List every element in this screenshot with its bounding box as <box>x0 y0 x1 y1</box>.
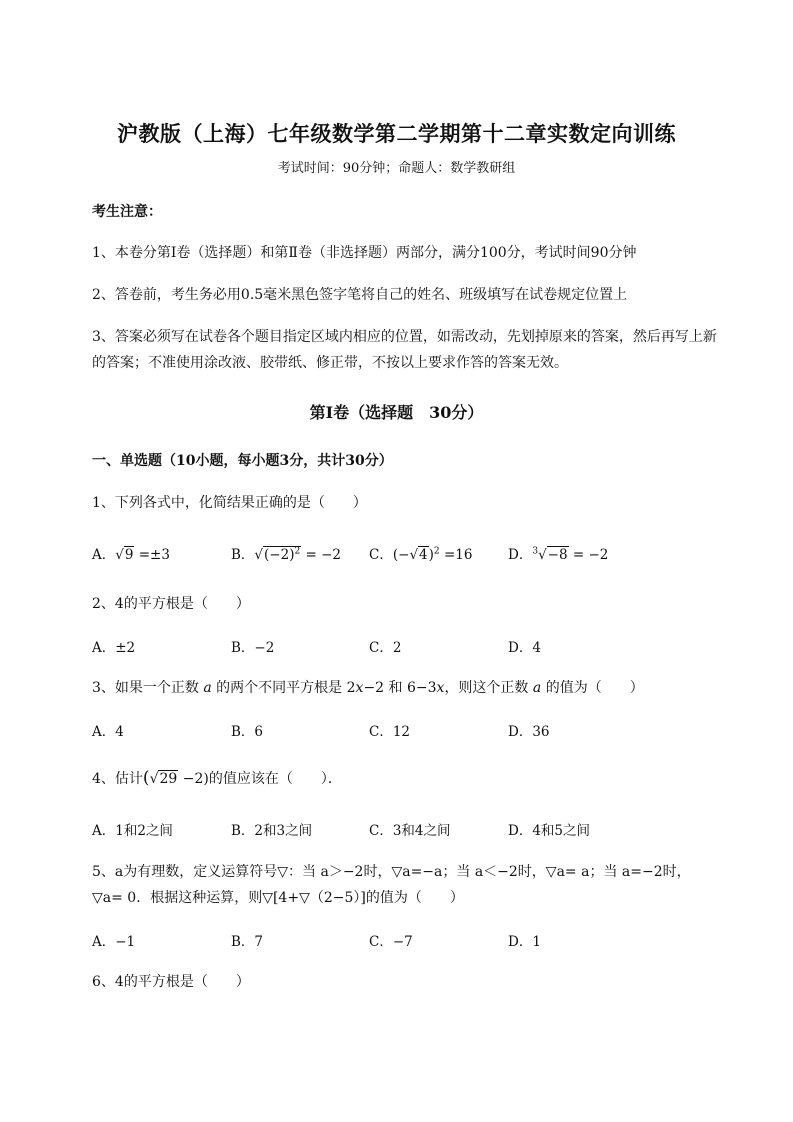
question-5-stem-line-1: 5、a为有理数，定义运算符号▽：当 a＞−2时，▽a=−a；当 a＜−2时，▽a= a；当 a=−2时， <box>92 864 691 880</box>
question-4-stem: 4、估计(√29 −2)的值应该在（ ）． <box>92 768 342 788</box>
section-heading: 一、单选题（10小题，每小题3分，共计30分） <box>92 453 393 469</box>
question-4-option-b[interactable]: B．2和3之间 <box>231 823 313 839</box>
q3-stem-part: ，则这个正数 <box>444 680 533 696</box>
q3-var-a: a <box>203 680 212 696</box>
option-c-result: =16 <box>439 547 473 563</box>
option-b-result: = −2 <box>301 547 341 563</box>
q3-stem-part: 3、如果一个正数 <box>92 680 204 696</box>
question-1-option-d[interactable]: D．$^3$√−8 = −2 <box>508 546 609 563</box>
question-3-option-d[interactable]: D．36 <box>508 724 550 740</box>
question-6-stem: 6、4的平方根是（ ） <box>92 974 250 990</box>
section-title: 第I卷（选择题 30分） <box>309 403 484 422</box>
question-1-option-a[interactable]: A．√9 =±3 <box>92 547 170 563</box>
option-b-radicand: (−2) <box>264 547 295 563</box>
notice-heading: 考生注意： <box>92 204 162 220</box>
option-d-root-index: 3 <box>532 546 539 557</box>
question-1-option-c[interactable]: C．$(-√4)^2 =16$ <box>369 546 473 563</box>
option-a-radicand: 9 <box>124 547 134 563</box>
option-c-label: C． <box>369 547 393 563</box>
question-5-option-d[interactable]: D．1 <box>508 934 541 950</box>
notice-item-1: 1、本卷分第I卷（选择题）和第Ⅱ卷（非选择题）两部分，满分100分，考试时间90分钟 <box>92 245 637 261</box>
q3-var-x: x <box>355 680 364 696</box>
option-d-result: = −2 <box>568 547 609 563</box>
question-2-option-b[interactable]: B．−2 <box>231 640 275 656</box>
option-b-label: B． <box>231 547 255 563</box>
q4-radicand: 29 <box>159 771 178 787</box>
q3-stem-part: 的两个不同平方根是 2 <box>211 680 356 696</box>
question-4-option-c[interactable]: C．3和4之间 <box>369 823 451 839</box>
question-1-stem: 1、下列各式中，化简结果正确的是（ ） <box>92 495 367 511</box>
q3-stem-part: −2 和 6−3 <box>363 680 437 696</box>
question-5-option-c[interactable]: C．−7 <box>369 934 413 950</box>
page-title: 沪教版（上海）七年级数学第二学期第十二章实数定向训练 <box>117 121 676 146</box>
exam-subtitle: 考试时间：90分钟；命题人：数学教研组 <box>277 161 516 176</box>
option-c-exponent: 2 <box>433 546 440 557</box>
q4-stem-part: 4、估计 <box>92 771 143 787</box>
option-c-radicand: 4 <box>419 547 428 563</box>
question-5-stem-line-2: ▽a= 0．根据这种运算，则▽[4+▽（2−5）]的值为（ ） <box>92 890 464 906</box>
notice-item-3-line-1: 3、答案必须写在试卷各个题目指定区域内相应的位置，如需改动，先划掉原来的答案，然后再写上新 <box>92 329 717 345</box>
question-3-option-c[interactable]: C．12 <box>369 724 411 740</box>
option-d-label: D． <box>508 547 533 563</box>
question-5-option-a[interactable]: A．−1 <box>92 934 136 950</box>
q4-paren-open: ( <box>142 768 150 788</box>
option-c-open: (− <box>392 547 410 563</box>
notice-item-2: 2、答卷前，考生务必用0.5毫米黑色签字笔将自己的姓名、班级填写在试卷规定位置上 <box>92 287 628 303</box>
notice-item-3-line-2: 的答案；不准使用涂改液、胶带纸、修正带，不按以上要求作答的答案无效。 <box>92 355 568 371</box>
q3-stem-part: 的值为（ ） <box>541 680 644 696</box>
question-3-stem <box>92 677 644 697</box>
q4-stem-part: 的值应该在（ ）． <box>208 771 342 787</box>
question-2-stem: 2、4的平方根是（ ） <box>92 596 250 612</box>
question-3-option-a[interactable]: A．4 <box>92 724 124 740</box>
question-4-option-a[interactable]: A．1和2之间 <box>92 823 173 839</box>
option-c-close: ) <box>428 547 434 563</box>
q3-var-a: a <box>532 680 542 696</box>
question-2-option-c[interactable]: C．2 <box>369 640 402 656</box>
option-a-label: A． <box>92 547 116 563</box>
question-2-option-d[interactable]: D．4 <box>508 640 541 656</box>
question-1-option-b[interactable]: B．$√(-2)^2 = -2$ <box>231 546 341 563</box>
q3-var-x: x <box>436 680 445 696</box>
q4-paren-rest: −2) <box>178 771 209 787</box>
question-5-option-b[interactable]: B．7 <box>231 934 264 950</box>
option-a-result: =±3 <box>134 547 170 563</box>
question-4-option-d[interactable]: D．4和5之间 <box>508 823 591 839</box>
question-3-option-b[interactable]: B．6 <box>231 724 264 740</box>
option-b-exponent: 2 <box>294 546 301 557</box>
question-2-option-a[interactable]: A．±2 <box>92 640 136 656</box>
option-d-radicand: −8 <box>547 547 568 563</box>
